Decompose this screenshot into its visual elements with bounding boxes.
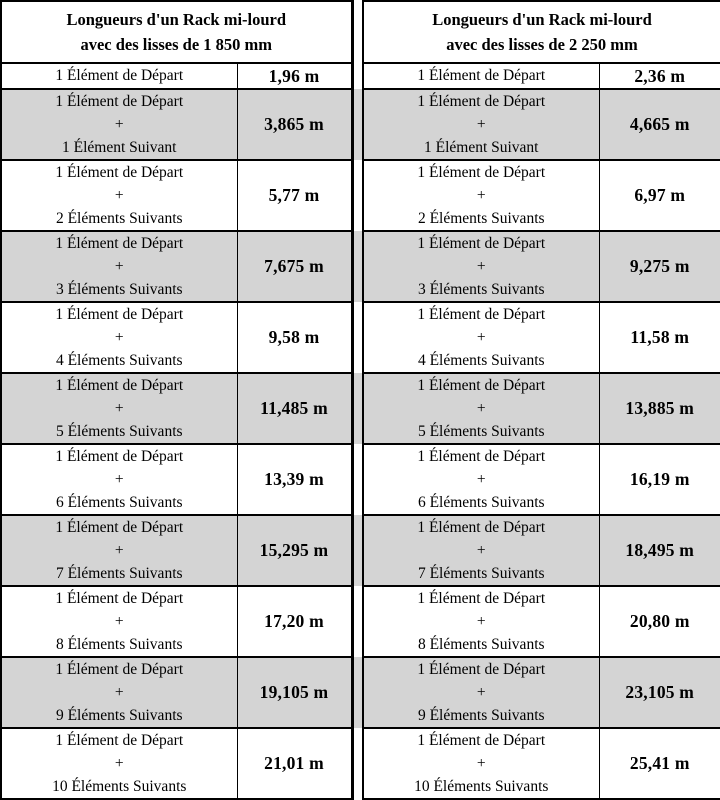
right-combination-label: [363, 586, 599, 657]
right-length-value: 4,665 m: [599, 89, 720, 160]
table-gap-spacer: [352, 231, 363, 302]
right-combination-label: [363, 657, 599, 728]
right-header-line-1: Longueurs d'un Rack mi-lourd: [432, 10, 652, 29]
right-length-value: 9,275 m: [599, 231, 720, 302]
label-line: 1 Élément Suivant: [423, 139, 539, 156]
label-line: 1 Élément de Départ: [55, 661, 184, 678]
plus-line: +: [114, 400, 124, 417]
label-line: 8 Éléments Suivants: [55, 636, 183, 653]
table-gap-spacer: [352, 302, 363, 373]
label-line: 1 Élément de Départ: [417, 590, 546, 607]
left-combination-label: [1, 231, 237, 302]
right-length-value: 23,105 m: [599, 657, 720, 728]
table-row: [1, 444, 720, 515]
label-line: 10 Éléments Suivants: [414, 778, 549, 795]
plus-line: +: [476, 542, 486, 559]
label-line: 7 Éléments Suivants: [417, 565, 545, 582]
left-combination-label: [1, 657, 237, 728]
right-length-value: 18,495 m: [599, 515, 720, 586]
label-line: 3 Éléments Suivants: [417, 281, 545, 298]
table-gap-spacer: [352, 160, 363, 231]
left-length-value: 3,865 m: [237, 89, 352, 160]
label-line: 2 Éléments Suivants: [55, 210, 183, 227]
label-line: 6 Éléments Suivants: [55, 494, 183, 511]
right-length-value: 20,80 m: [599, 586, 720, 657]
label-line: 1 Élément de Départ: [55, 519, 184, 536]
label-line: 6 Éléments Suivants: [417, 494, 545, 511]
left-combination-label: [1, 160, 237, 231]
label-line: 1 Élément de Départ: [55, 93, 184, 110]
left-table-header: [1, 1, 352, 63]
plus-line: +: [476, 613, 486, 630]
right-combination-label: [363, 89, 599, 160]
table-row: [1, 89, 720, 160]
left-length-value: 1,96 m: [237, 63, 352, 89]
label-line: 1 Élément de Départ: [417, 306, 546, 323]
table-row: [1, 160, 720, 231]
table-row: [1, 373, 720, 444]
label-line: 1 Élément de Départ: [55, 732, 184, 749]
left-combination-label: [1, 728, 237, 799]
right-combination-label: [363, 231, 599, 302]
right-table-header: [363, 1, 720, 63]
label-line: 1 Élément de Départ: [417, 377, 546, 394]
label-line: 1 Élément de Départ: [55, 448, 184, 465]
label-line: 1 Élément de Départ: [55, 377, 184, 394]
left-combination-label: [1, 515, 237, 586]
label-line: 5 Éléments Suivants: [417, 423, 545, 440]
right-combination-label: [363, 63, 599, 89]
table-row: [1, 302, 720, 373]
table-gap-spacer: [352, 728, 363, 799]
table-row: [1, 586, 720, 657]
label-line: 1 Élément de Départ: [417, 235, 546, 252]
table-gap-spacer: [352, 63, 363, 89]
label-line: 1 Élément de Départ: [417, 519, 546, 536]
plus-line: +: [114, 116, 124, 133]
table-gap-spacer: [352, 657, 363, 728]
plus-line: +: [476, 400, 486, 417]
plus-line: +: [114, 329, 124, 346]
table-gap-spacer: [352, 1, 363, 63]
right-combination-label: [363, 515, 599, 586]
label-line: 9 Éléments Suivants: [417, 707, 545, 724]
plus-line: +: [114, 613, 124, 630]
left-length-value: 19,105 m: [237, 657, 352, 728]
plus-line: +: [476, 329, 486, 346]
plus-line: +: [476, 116, 486, 133]
table-gap-spacer: [352, 515, 363, 586]
right-header-line-2: avec des lisses de 2 250 mm: [446, 35, 638, 54]
left-combination-label: [1, 373, 237, 444]
plus-line: +: [476, 187, 486, 204]
right-length-value: 16,19 m: [599, 444, 720, 515]
left-combination-label: [1, 444, 237, 515]
label-line: 8 Éléments Suivants: [417, 636, 545, 653]
label-line: 4 Éléments Suivants: [55, 352, 183, 369]
plus-line: +: [476, 755, 486, 772]
table-row: [1, 231, 720, 302]
left-length-value: 17,20 m: [237, 586, 352, 657]
right-length-value: 6,97 m: [599, 160, 720, 231]
left-length-value: 21,01 m: [237, 728, 352, 799]
plus-line: +: [114, 187, 124, 204]
table-row: [1, 515, 720, 586]
label-line: 9 Éléments Suivants: [55, 707, 183, 724]
label-line: 1 Élément de Départ: [55, 164, 184, 181]
label-line: 1 Élément de Départ: [417, 67, 546, 84]
right-length-value: 13,885 m: [599, 373, 720, 444]
plus-line: +: [114, 542, 124, 559]
left-header-line-2: avec des lisses de 1 850 mm: [80, 35, 273, 54]
right-combination-label: [363, 444, 599, 515]
label-line: 5 Éléments Suivants: [55, 423, 183, 440]
label-line: 10 Éléments Suivants: [52, 778, 187, 795]
label-line: 1 Élément de Départ: [417, 732, 546, 749]
label-line: 3 Éléments Suivants: [55, 281, 183, 298]
label-line: 4 Éléments Suivants: [417, 352, 545, 369]
right-combination-label: [363, 160, 599, 231]
right-length-value: 25,41 m: [599, 728, 720, 799]
plus-line: +: [476, 258, 486, 275]
left-combination-label: [1, 586, 237, 657]
left-length-value: 7,675 m: [237, 231, 352, 302]
label-line: 1 Élément de Départ: [55, 306, 184, 323]
label-line: 1 Élément de Départ: [55, 235, 184, 252]
plus-line: +: [114, 755, 124, 772]
label-line: 1 Élément de Départ: [417, 93, 546, 110]
right-combination-label: [363, 302, 599, 373]
table-gap-spacer: [352, 89, 363, 160]
plus-line: +: [476, 684, 486, 701]
table-row: [1, 728, 720, 799]
header-row: [1, 1, 720, 63]
table-row: [1, 63, 720, 89]
label-line: 1 Élément de Départ: [55, 590, 184, 607]
left-combination-label: [1, 63, 237, 89]
right-combination-label: [363, 373, 599, 444]
right-length-value: 2,36 m: [599, 63, 720, 89]
label-line: 1 Élément de Départ: [55, 67, 184, 84]
left-length-value: 13,39 m: [237, 444, 352, 515]
table-gap-spacer: [352, 373, 363, 444]
label-line: 1 Élément Suivant: [61, 139, 177, 156]
left-combination-label: [1, 302, 237, 373]
right-combination-label: [363, 728, 599, 799]
left-length-value: 11,485 m: [237, 373, 352, 444]
plus-line: +: [114, 684, 124, 701]
left-combination-label: [1, 89, 237, 160]
left-length-value: 5,77 m: [237, 160, 352, 231]
label-line: 2 Éléments Suivants: [417, 210, 545, 227]
left-header-line-1: Longueurs d'un Rack mi-lourd: [66, 10, 287, 29]
label-line: 1 Élément de Départ: [417, 164, 546, 181]
table-gap-spacer: [352, 586, 363, 657]
label-line: 1 Élément de Départ: [417, 661, 546, 678]
right-length-value: 11,58 m: [599, 302, 720, 373]
table-row: [1, 657, 720, 728]
plus-line: +: [114, 471, 124, 488]
label-line: 7 Éléments Suivants: [55, 565, 183, 582]
left-length-value: 9,58 m: [237, 302, 352, 373]
plus-line: +: [114, 258, 124, 275]
table-gap-spacer: [352, 444, 363, 515]
left-length-value: 15,295 m: [237, 515, 352, 586]
plus-line: +: [476, 471, 486, 488]
label-line: 1 Élément de Départ: [417, 448, 546, 465]
